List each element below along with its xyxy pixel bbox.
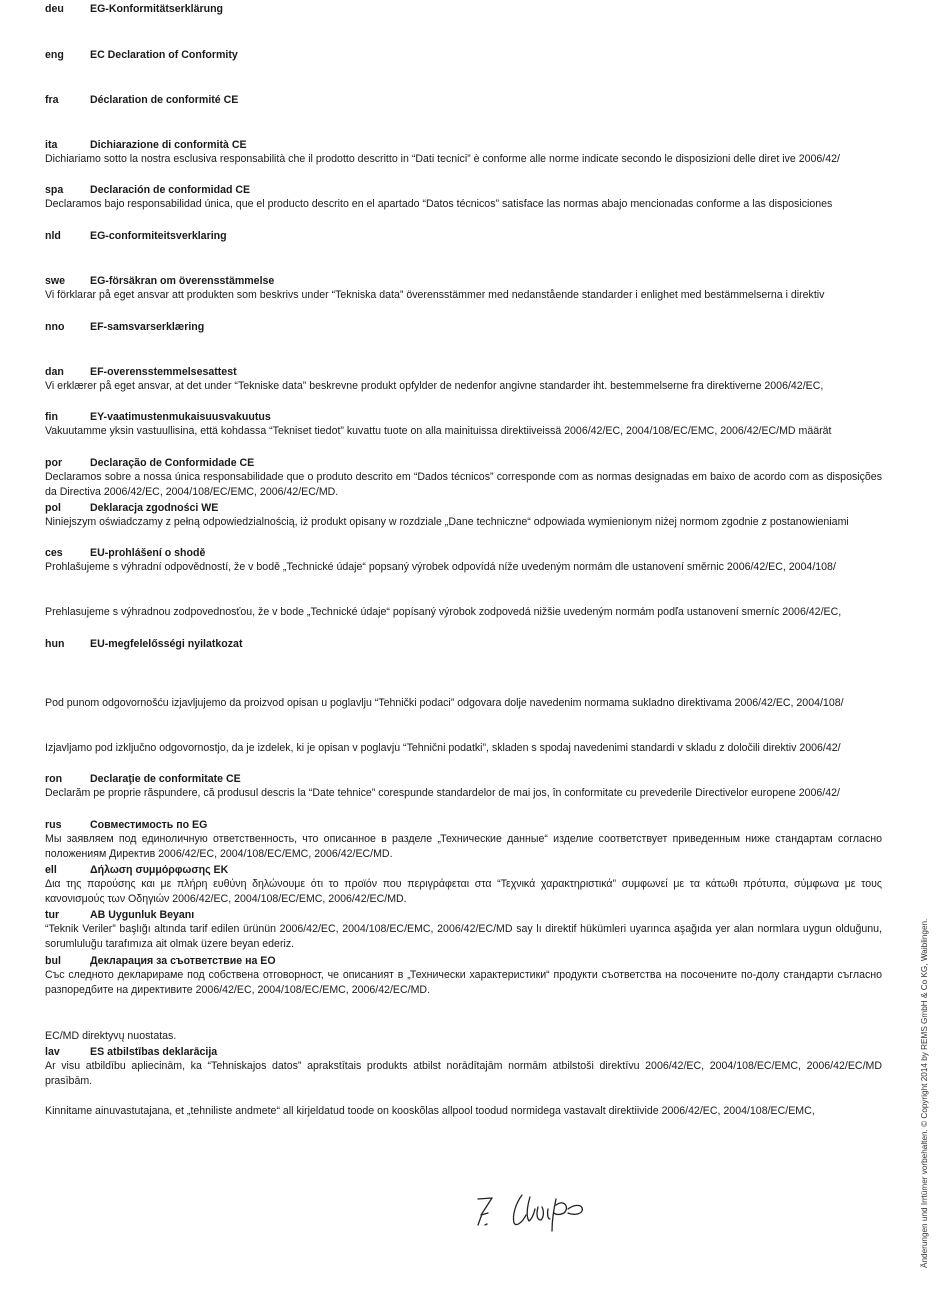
section-body: Vi förklarar på eget ansvar att produkten som beskrivs under “Tekniska data” överensstämmer med nedanstående standarder i enlighet med bestämmelserna i direktiv [45,289,825,301]
section-body: Declarăm pe proprie răspundere, că produsul descris la “Date tehnice” corespunde standardelor de mai jos, în conformitate cu prevederile Directivelor europene 2006/42/ [45,787,840,799]
language-code: lav [45,1046,60,1058]
declaration-section [45,863,882,907]
declaration-section [45,2,882,16]
declaration-section [45,410,882,439]
section-body: Δια της παρούσης και με πλήρη ευθύνη δηλώνουμε ότι το προϊόν που περιγράφεται στα “Τεχνικά χαρακτηριστικά” συμφωνεί με τα κάτωθι πρότυπα, σύμφωνα με τους κανονισμούς των Οδηγιών 2006/42/EC, 2004/108/EC/EMC, 2006/42/EC/MD. [45,878,882,905]
section-title: EU-prohlášení o shodě [90,547,206,559]
language-code: nld [45,230,61,242]
section-title: Declaração de Conformidade CE [90,457,255,469]
declaration-section [45,908,882,952]
section-heading [45,229,882,243]
declaration-section [45,1104,882,1119]
section-title: EG-försäkran om överensstämmelse [90,275,275,287]
section-heading [45,365,882,379]
declaration-section [45,365,882,394]
section-body: Мы заявляем под единоличную ответственность, что описанное в разделе „Технические данные“ изделие соответствует приведенным ниже стандартам согласно положениям Директив 2006/42/EC, 2004/108/EC/EMC, 2006/42/EC/MD. [45,833,882,860]
section-heading [45,138,882,152]
section-title: Déclaration de conformité CE [90,94,239,106]
declaration-section [45,954,882,998]
section-heading [45,48,882,62]
section-heading [45,274,882,288]
language-code: bul [45,955,61,967]
section-title: Δήλωση συμμόρφωσης ΕΚ [90,864,229,876]
section-title: EG-conformiteitsverklaring [90,230,227,242]
section-heading [45,908,882,922]
section-heading [45,501,882,515]
language-code: spa [45,184,64,196]
section-title: EF-overensstemmelsesattest [90,366,237,378]
declaration-section [45,183,882,212]
declaration-section [45,456,882,500]
section-title: ES atbilstības deklarācija [90,1046,218,1058]
section-heading [45,93,882,107]
signature [472,1185,597,1240]
section-heading [45,546,882,560]
section-body: Vakuutamme yksin vastuullisina, että kohdassa “Tekniset tiedot” kuvattu tuote on alla mainituissa direktiiveissä 2006/42/EC, 2004/108/EC/EMC, 2006/42/EC/MD määrät [45,425,832,437]
section-body: Vi erklærer på eget ansvar, at det under “Tekniske data” beskrevne produkt opfylder de nedenfor angivne standarder iht. bestemmelserne fra direktiverne 2006/42/EC, [45,380,824,392]
section-heading [45,410,882,424]
section-body: Declaramos sobre a nossa única responsabilidade que o produto descrito em “Dados técnicos” corresponde com as normas designadas em baixo de acordo com as disposições da Directiva 2006/42/EC, 2004/108/EC/EMC, 2006/42/EC/MD. [45,471,882,498]
language-code: nno [45,321,65,333]
section-heading [45,183,882,197]
section-heading [45,637,882,651]
section-title: EU-megfelelősségi nyilatkozat [90,638,243,650]
language-code: ell [45,864,57,876]
language-code: swe [45,275,66,287]
declaration-section [45,637,882,651]
section-heading [45,772,882,786]
language-code: tur [45,909,60,921]
section-heading [45,456,882,470]
section-heading [45,320,882,334]
language-code: por [45,457,63,469]
section-title: EY-vaatimustenmukaisuusvakuutus [90,411,271,423]
declaration-section [45,772,882,801]
section-body: Pod punom odgovornošću izjavljujemo da proizvod opisan u poglavlju “Tehnički podaci” odgovara dolje navedenim normama sukladno direktivama 2006/42/EC, 2004/108/ [45,697,844,709]
declaration-section [45,320,882,334]
section-body: EC/MD direktyvų nuostatas. [45,1030,177,1042]
section-title: Dichiarazione di conformità CE [90,139,247,151]
language-code: ita [45,139,58,151]
section-body: Dichiariamo sotto la nostra esclusiva responsabilità che il prodotto descritto in “Dati tecnici” è conforme alle norme indicate secondo le disposizioni delle diret ive 2006/42/ [45,153,840,165]
declaration-section [45,229,882,243]
section-title: EC Declaration of Conformity [90,49,238,61]
section-title: Совместимость по EG [90,819,208,831]
section-heading [45,954,882,968]
section-body: Niniejszym oświadczamy z pełną odpowiedzialnością, iż produkt opisany w rozdziale „Dane techniczne“ odpowiada wymienionym niżej normom zgodnie z postanowieniami [45,516,849,528]
declaration-section [45,696,882,711]
language-code: deu [45,3,64,15]
section-body: Със следното декларираме под собствена отговорност, че описаният в „Технически характеристики“ продукти съответства на посочените по-долу стандарти съгласно разпоредбите на директивите 2006/42/EC, 2004/108/EC/EMC, 2006/42/EC/MD. [45,969,882,996]
declaration-section [45,501,882,530]
language-code: ron [45,773,63,785]
declaration-section [45,1029,882,1044]
language-code: fra [45,94,59,106]
declaration-section [45,93,882,107]
declaration-section [45,546,882,575]
copyright-footer: Änderungen und Irrtümer vorbehalten. © Copyright 2014 by REMS GmbH & Co KG, Waiblingen. [920,918,929,1268]
section-body: Declaramos bajo responsabilidad única, que el producto descrito en el apartado “Datos técnicos” satisface las normas abajo mencionadas conforme a las disposiciones [45,198,833,210]
language-code: rus [45,819,62,831]
section-heading [45,818,882,832]
section-title: Declaraţie de conformitate CE [90,773,241,785]
section-body: Ar visu atbildību apliecinām, ka “Tehniskajos datos” aprakstītais produkts atbilst norādītajām normām atbilstoši direktīvu 2006/42/EC, 2004/108/EC/EMC, 2006/42/EC/MD prasībām. [45,1060,882,1087]
declaration-section [45,274,882,303]
section-title: Declaración de conformidad CE [90,184,251,196]
declaration-section [45,48,882,62]
declaration-section [45,138,882,167]
section-heading [45,863,882,877]
section-title: Декларация за съответствие на ЕО [90,955,276,967]
language-code: fin [45,411,58,423]
language-code: ces [45,547,63,559]
declaration-section [45,741,882,756]
section-title: EG-Konformitätserklärung [90,3,224,15]
section-body: Izjavljamo pod izključno odgovornostjo, da je izdelek, ki je opisan v poglavju “Tehnični podatki”, skladen s spodaj navedenimi standardi v skladu z določili direktiv 2006/42/ [45,742,841,754]
language-code: hun [45,638,65,650]
declaration-section [45,818,882,862]
section-body: Kinnitame ainuvastutajana, et „tehniliste andmete“ all kirjeldatud toode on kooskõlas allpool toodud normidega vastavalt direktiivide 2006/42/EC, 2004/108/EC/EMC, [45,1105,815,1117]
declaration-section [45,1045,882,1089]
section-title: EF-samsvarserklæring [90,321,205,333]
language-code: eng [45,49,64,61]
section-title: Deklaracja zgodności WE [90,502,219,514]
section-body: Prehlasujeme s výhradnou zodpovednosťou, že v bode „Technické údaje“ popísaný výrobok zodpovedá nižšie uvedeným normám podľa ustanovení smerníc 2006/42/EC, [45,606,842,618]
section-body: Prohlašujeme s výhradní odpovědností, že v bodě „Technické údaje“ popsaný výrobek odpovídá níže uvedeným normám dle ustanovení směrnic 2006/42/EC, 2004/108/ [45,561,836,573]
declaration-section [45,605,882,620]
section-heading [45,1045,882,1059]
section-heading [45,2,882,16]
language-code: pol [45,502,61,514]
section-title: AB Uygunluk Beyanı [90,909,195,921]
language-code: dan [45,366,64,378]
section-body: “Teknik Veriler” başlığı altında tarif edilen ürünün 2006/42/EC, 2004/108/EC/EMC, 2006/42/EC/MD say lı direktif hükümleri uyarınca aşağıda yer alan normlara uygun olduğunu, sorumluluğu tarafımıza ait olmak üzere beyan ederiz. [45,923,882,950]
